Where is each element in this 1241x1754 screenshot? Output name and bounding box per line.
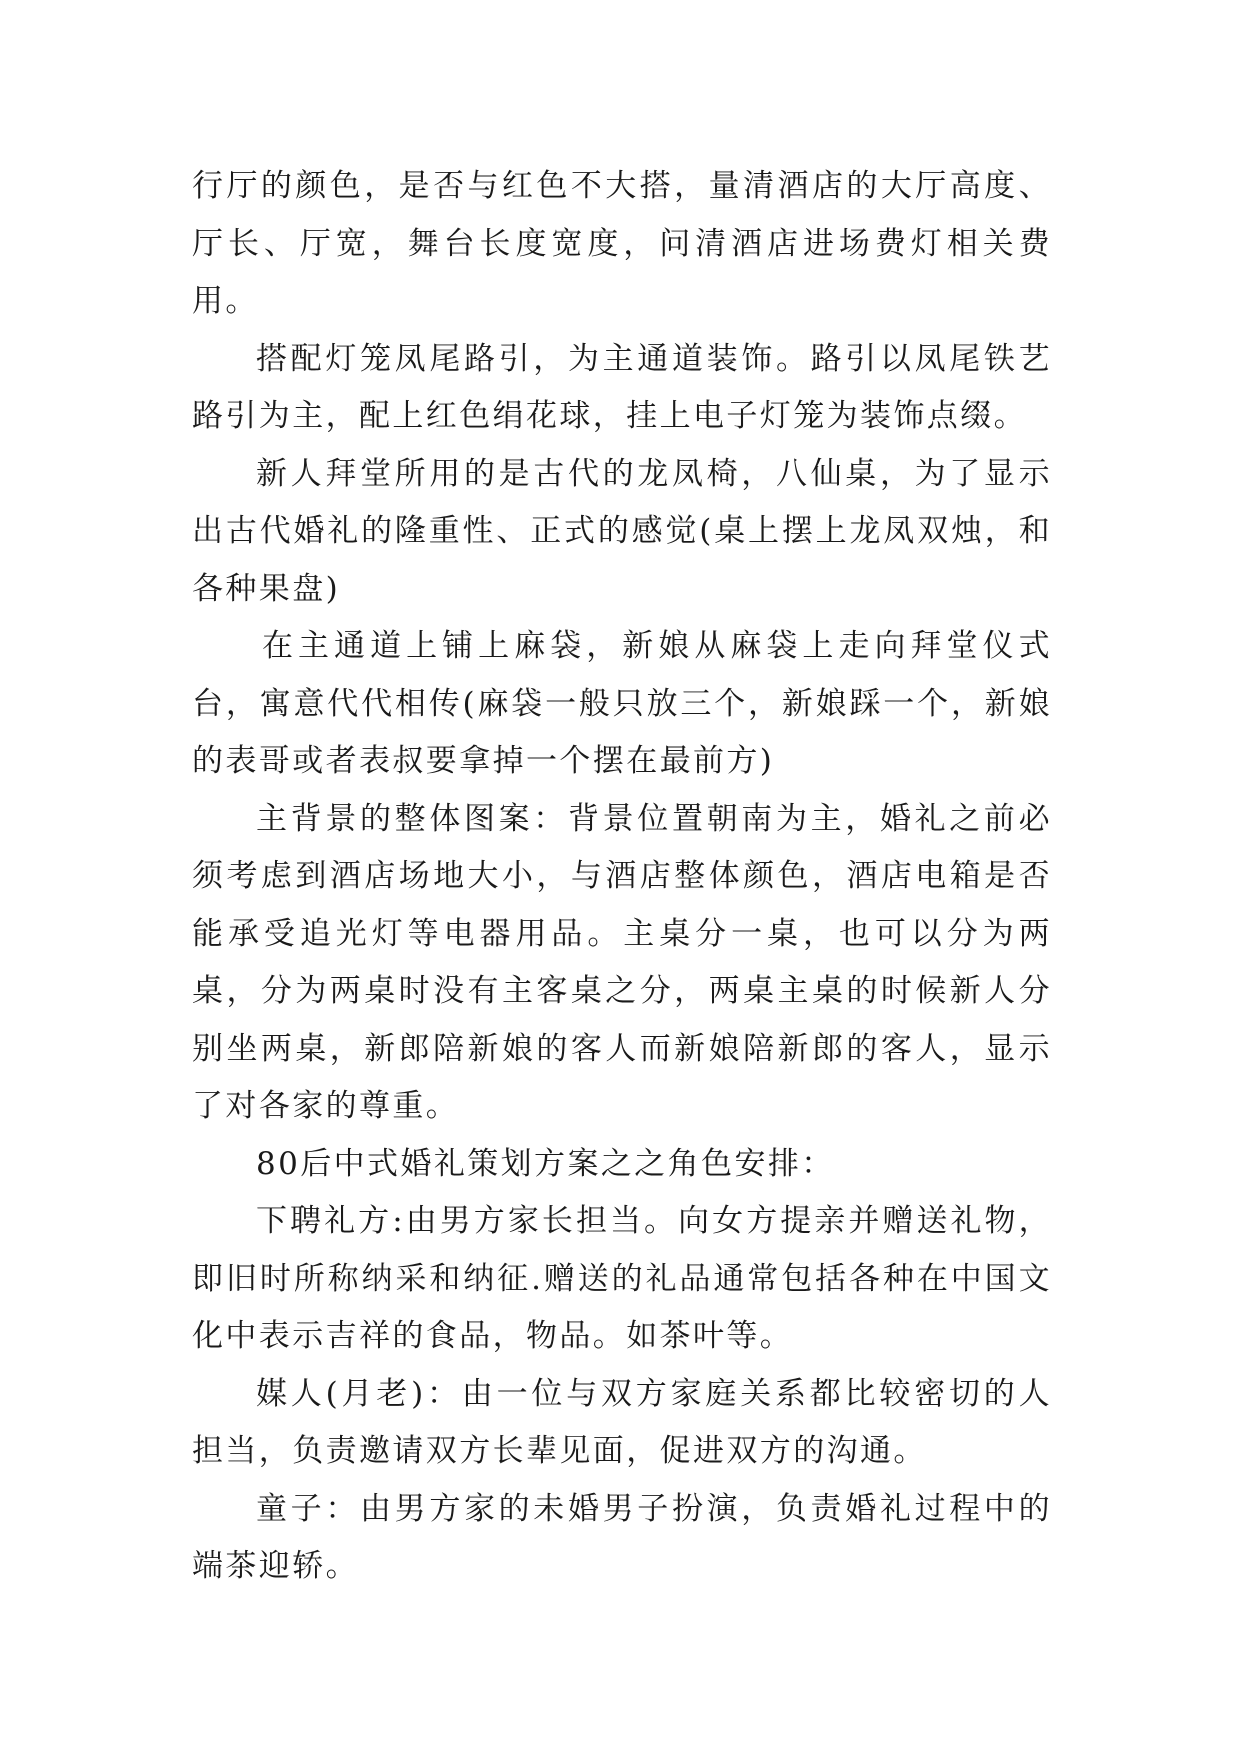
paragraph-sack-walkway: 在主通道上铺上麻袋，新娘从麻袋上走向拜堂仪式台，寓意代代相传(麻袋一般只放三个，新娘踩一个，新娘的表哥或者表叔要拿掉一个摆在最前方): [192, 628, 1052, 779]
paragraph-hall-color: 行厅的颜色，是否与红色不大搭，量清酒店的大厅高度、厅长、厅宽，舞台长度宽度，问清酒店进场费灯相关费用。: [192, 168, 1052, 319]
paragraph-dragon-phoenix-chairs: 新人拜堂所用的是古代的龙凤椅，八仙桌，为了显示出古代婚礼的隆重性、正式的感觉(桌上摆上龙凤双烛，和各种果盘): [192, 455, 1052, 607]
document-body: [192, 158, 1052, 1596]
paragraph-main-backdrop: 主背景的整体图案：背景位置朝南为主，婚礼之前必须考虑到酒店场地大小，与酒店整体颜色，酒店电箱是否能承受追光灯等电器用品。主桌分一桌，也可以分为两桌，分为两桌时没有主客桌之分，两桌主桌的时候新人分别坐两桌，新郎陪新娘的客人而新娘陪新郎的客人，显示了对各家的尊重。: [192, 800, 1052, 1124]
paragraph-matchmaker: 媒人(月老)：由一位与双方家庭关系都比较密切的人担当，负责邀请双方长辈见面，促进双方的沟通。: [192, 1375, 1052, 1469]
paragraph-lantern-aisle: 搭配灯笼凤尾路引，为主通道装饰。路引以凤尾铁艺路引为主，配上红色绢花球，挂上电子灯笼为装饰点缀。: [192, 340, 1052, 434]
paragraph-roles-heading: 80后中式婚礼策划方案之之角色安排：: [256, 1145, 835, 1182]
paragraph-page-boy: 童子：由男方家的未婚男子扮演，负责婚礼过程中的端茶迎轿。: [192, 1490, 1052, 1584]
paragraph-betrothal-gifts: 下聘礼方:由男方家长担当。向女方提亲并赠送礼物，即旧时所称纳采和纳征.赠送的礼品通常包括各种在中国文化中表示吉祥的食品，物品。如茶叶等。: [192, 1203, 1052, 1354]
